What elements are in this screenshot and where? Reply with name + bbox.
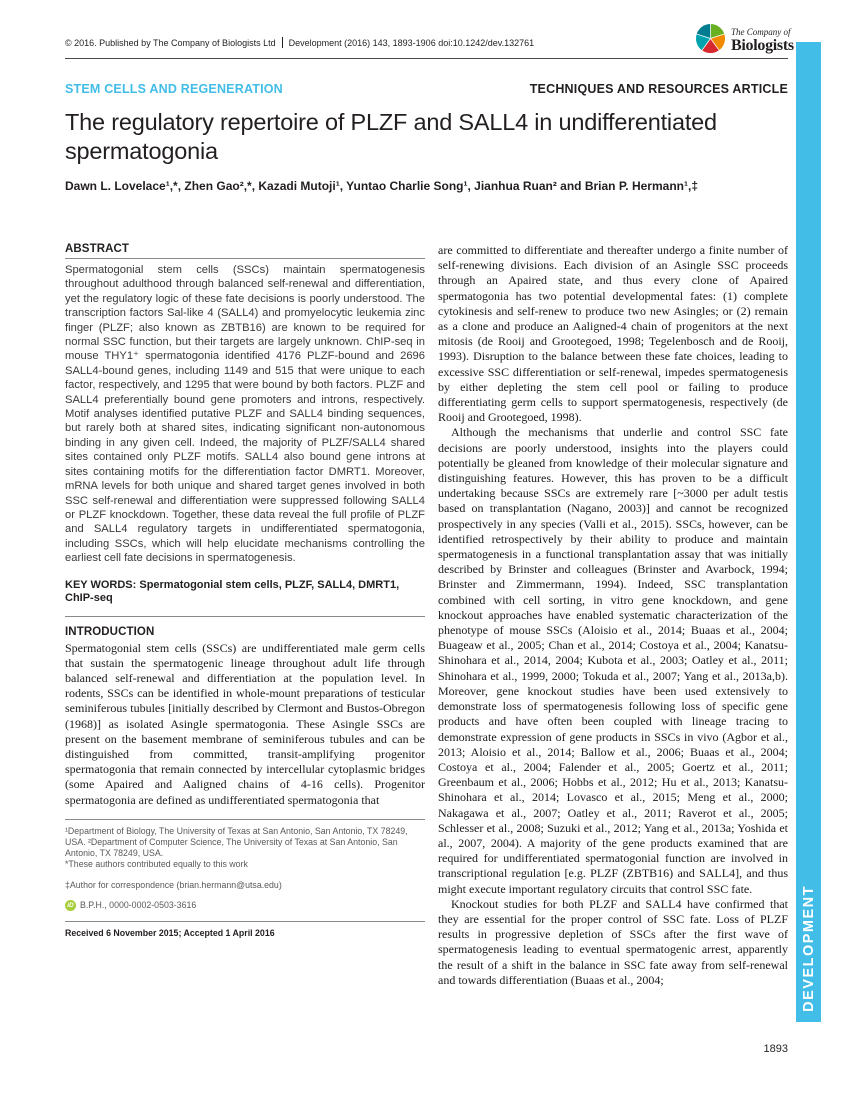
- article-type-label: TECHNIQUES AND RESOURCES ARTICLE: [529, 82, 788, 96]
- equal-contribution-footnote: *These authors contributed equally to this work: [65, 859, 248, 870]
- copyright-text: © 2016. Published by The Company of Biologists Ltd: [65, 38, 276, 48]
- author-list: Dawn L. Lovelace¹,*, Zhen Gao²,*, Kazadi Mutoji¹, Yuntao Charlie Song¹, Jianhua Ruan² and Brian P. Hermann¹,‡: [65, 179, 698, 193]
- article-title: The regulatory repertoire of PLZF and SALL4 in undifferentiated spermatogonia: [65, 109, 717, 164]
- journal-name-vertical: DEVELOPMENT: [800, 885, 817, 1012]
- journal-section-label: STEM CELLS AND REGENERATION: [65, 82, 283, 96]
- header-divider-rule: [65, 58, 788, 59]
- abstract-paragraph: Spermatogonial stem cells (SSCs) maintain spermatogenesis throughout adulthood through balanced self-renewal and differentiation, yet the regulatory logic of these fate decisions is poorly understood. The transcription factors Sal-like 4 (SALL4) and promyelocytic leukemia zinc finger (PLZF; also known as ZBTB16) are known to be required for normal SSC function, but their targets are largely unknown. ChIP-seq in mouse THY1⁺ spermatogonia identified 4176 PLZF-bound and 2696 SALL4-bound genes, including 1149 and 515 that were unique to each factor, respectively, and 1295 that were bound by both factors. PLZF and SALL4 preferentially bound gene promoters and introns, respectively. Motif analyses identified putative PLZF and SALL4 binding sequences, but rarely both at shared sites, indicating significant non-autonomous binding in any given cell. Indeed, the majority of PLZF/SALL4 shared sites contained only PLZF motifs. SALL4 also bound gene introns at sites containing motifs for the differentiation factor DMRT1. Moreover, mRNA levels for both unique and shared target genes involved in both SSC self-renewal and differentiation were suppressed following SALL4 or PLZF knockdown. Together, these data reveal the full profile of PLZF and SALL4 regulatory targets in undifferentiated spermatogonia, including SSCs, which will help elucidate mechanisms controlling the earliest cell fate decisions in spermatogenesis.: [65, 264, 425, 565]
- body-paragraph: Knockout studies for both PLZF and SALL4 have confirmed that they are essential for the proper control of SSC fate. Loss of PLZF results in progressive depletion of SSCs after the first wave of spermatogenesis leading to eventual spermatogenic arrest, apparently the result of a shift in the balance in SSC fate away from self-renewal and towards differentiation (Buaas et al., 2004;: [438, 896, 788, 987]
- logo-text-bottom: Biologists: [731, 37, 794, 54]
- right-column: [438, 243, 788, 988]
- footnote-block: [65, 819, 425, 911]
- correspondence-footnote: ‡Author for correspondence (brian.hermann@utsa.edu): [65, 879, 282, 890]
- two-column-body: [65, 243, 788, 988]
- journal-side-bar: [796, 42, 821, 1022]
- company-of-biologists-logo: [694, 22, 794, 60]
- body-paragraph: Although the mechanisms that underlie and control SSC fate decisions are poorly understood, insights into the players could potentially be gleaned from knowledge of their molecular signature and distinguishing features. However, this has proven to be a difficult undertaking because SSCs are extremely rare [~3000 per adult testis based on transplantation (Nagano, 2003)] and cannot be recognized prospectively in any species (Valli et al., 2015). SSCs, however, can be identified retrospectively by their ability to produce and maintain spermatogenesis in a functional transplantation assay that was initially described by Brinster and colleagues (Brinster and Avarbock, 1994; Brinster and Zimmermann, 1994). Indeed, SSC transplantation combined with cell sorting, in vitro gene knockdown, and gene knockout approaches have enabled systematic characterization of the phenotype of mouse SSCs (Aloisio et al., 2014; Buaas et al., 2004; Buageaw et al., 2005; Chan et al., 2014; Costoya et al., 2004; Kanatsu-Shinohara et al., 2014, 2004; Kubota et al., 2003; Oatley et al., 2011; Shinohara et al., 1999, 2000; Tokuda et al., 2007; Yang et al., 2013a,b). Moreover, gene knockout studies have been used extensively to demonstrate loss of spermatogenesis following loss of specific gene products and have often been coupled with lineage tracing to demonstrate expression of gene products in SSCs in vivo (Agbor et al., 2013; Aloisio et al., 2014; Ballow et al., 2006; Buaas et al., 2004; Costoya et al., 2004; Falender et al., 2005; Goertz et al., 2011; Greenbaum et al., 2006; Hobbs et al., 2012; Hu et al., 2013; Kanatsu-Shinohara et al., 2014; Lovasco et al., 2015; Meng et al., 2000; Nakagawa et al., 2007; Oatley et al., 2011; Raverot et al., 2005; Schlesser et al., 2008; Suzuki et al., 2012; Yang et al., 2013a; Yoshida et al., 2007, 2004). A majority of the gene products examined that are required for undifferentiated spermatogonial function are involved in transcriptional regulation [e.g. PLZF (ZBTB16) and SALL4], and thus might execute important regulatory circuits that control SSC fate.: [438, 425, 788, 896]
- introduction-heading: INTRODUCTION: [65, 625, 155, 638]
- abstract-heading: ABSTRACT: [65, 243, 425, 259]
- left-column: [65, 243, 425, 988]
- body-paragraph: are committed to differentiate and thereafter undergo a finite number of self-renewing divisions. Each division of an Asingle SSC proceeds through an Apaired state, and thus every clone of Apaired spermatogonia has two potential developmental fates: (1) complete cytokinesis and self-renew to produce two new Asingles; or (2) remain as a clone and produce an Aaligned-4 chain of progenitors at the next mitosis (de Rooij and Grootegoed, 1998; Tegelenbosch and de Rooij, 1993). Disruption to the balance between these fate choices, leading to excessive SSC differentiation or self-renewal, impedes spermatogenesis by either depleting the stem cell pool or failing to produce differentiating germ cells to support spermatogenesis, respectively (de Rooij and Grootegoed, 1998).: [438, 243, 788, 425]
- citation-text: Development (2016) 143, 1893-1906 doi:10.1242/dev.132761: [288, 38, 535, 48]
- orcid-icon: iD: [65, 900, 76, 911]
- logo-wordmark: [731, 28, 794, 54]
- divider: [282, 37, 283, 48]
- copyright-line: [65, 37, 534, 48]
- received-accepted-line: Received 6 November 2015; Accepted 1 April 2016: [65, 921, 425, 938]
- orcid-id-text: B.P.H., 0000-0002-0503-3616: [80, 899, 197, 910]
- pinwheel-logo-icon: [694, 22, 727, 60]
- section-divider-rule: [65, 616, 425, 617]
- banner-row: [65, 82, 788, 96]
- affiliations-footnote: ¹Department of Biology, The University of Texas at San Antonio, San Antonio, TX 78249, USA. ²Department of Computer Science, The University of Texas at San Antonio, San Antonio, TX 78249, USA.: [65, 825, 408, 859]
- logo-text-top: The Company of: [731, 27, 791, 37]
- orcid-line: [65, 900, 425, 911]
- keywords-line: KEY WORDS: Spermatogonial stem cells, PLZF, SALL4, DMRT1, ChIP-seq: [65, 578, 400, 605]
- introduction-paragraph: Spermatogonial stem cells (SSCs) are undifferentiated male germ cells that sustain the spermatogenic lineage throughout adult life through balanced self-renewal and differentiation at the population level. In rodents, SSCs can be identified in whole-mount preparations of testicular seminiferous tubules [initially described by Clermont and Bustos-Obregon (1968)] as isolated Asingle spermatogonia. These Asingle SSCs are present on the basement membrane of seminiferous tubules and can be distinguished from committed, transit-amplifying progenitor spermatogonia that remain connected by intercellular cytoplasmic bridges (some Apaired and Aaligned chains of 4-16 cells). Progenitor spermatogonia are defined as undifferentiated spermatogonia that: [65, 640, 425, 807]
- page-number: 1893: [763, 1043, 788, 1055]
